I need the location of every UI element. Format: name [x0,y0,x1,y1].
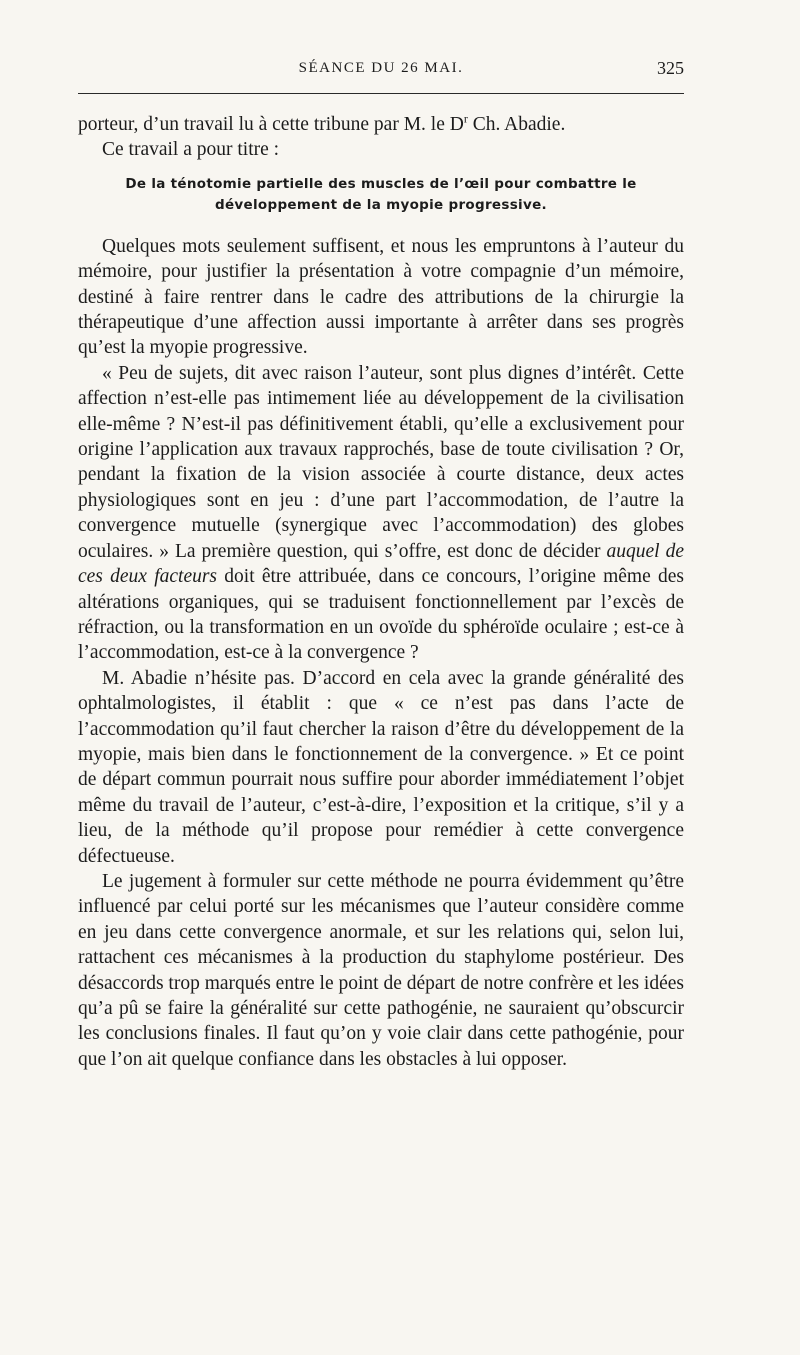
body-text [78,112,684,1072]
paragraph-2 [78,361,684,666]
running-head [78,60,684,84]
paper-title: De la ténotomie partielle des muscles de l’œil pour combattre le développement de la myopie progressive. [125,175,637,213]
paragraph-1: Quelques mots seulement suffisent, et nous les empruntons à l’auteur du mémoire, pour justifier la présentation à votre compagnie d’un mémoire, destiné à faire rentrer dans le cadre des attributions de la chirurgie la thérapeutique d’une affection aussi importante à arrêter dans ses progrès qu’est la myopie progressive. [78,235,684,359]
paragraph-4: Le jugement à formuler sur cette méthode ne pourra évidemment qu’être influencé par celui porté sur les mécanismes que l’auteur considère comme en jeu dans cette convergence anormale, et sur les relations qui, selon lui, rattachent ces mécanismes à la production du staphylome postérieur. Des désaccords trop marqués entre le point de départ de notre confrère et les idées qu’a pû se faire la généralité sur cette pathogénie, ne sauraient qu’obscurcir les conclusions finales. Il faut qu’on y voie clair dans cette pathogénie, pour que l’on ait quelque confiance dans les obstacles à lui opposer. [78,870,684,1070]
paragraph-2-text-b: doit être attribuée, dans ce concours, l’origine même des altérations organiques, qui se traduisent fonctionnellement par l’excès de réfraction, ou la transformation en un ovoïde du sphéroïde oculaire ; est-ce à l’accommodation, est-ce à la convergence ? [78,566,684,664]
page-number: 325 [657,58,684,78]
running-title: SÉANCE DU 26 MAI. [298,60,464,76]
paragraph-3: M. Abadie n’hésite pas. D’accord en cela avec la grande généralité des ophtalmologistes, il établit : que « ce n’est pas dans l’acte de l’accommodation qu’il faut chercher la raison d’être du développement de la myopie, mais bien dans le fonctionnement de la convergence. » Et ce point de départ commun pourrait nous suffire pour aborder immédiatement l’objet même du travail de l’auteur, c’est-à-dire, l’exposition et la critique, s’il y a lieu, de la méthode qu’il propose pour remédier à cette convergence défectueuse. [78,667,684,867]
title-intro-line: Ce travail a pour titre : [102,139,280,161]
paragraph-2-emphasis: auquel de ces deux facteurs [78,540,684,588]
opening-text-end: Ch. Abadie. [467,114,566,135]
doctor-abbrev-sup: r [463,111,468,126]
opening-line [78,112,684,137]
paragraph-2-text-a: « Peu de sujets, dit avec raison l’auteur, sont plus dignes d’intérêt. Cette affection n’est-elle pas intimement liée au développement de la civilisation elle-même ? N’est-il pas définitivement établi, qu’elle a exclusivement pour origine l’application aux travaux rapprochés, base de toute civilisation ? Or, pendant la fixation de la vision associée à courte distance, deux actes physiologiques sont en jeu : d’une part l’accommodation, de l’autre la convergence mutuelle (synergique avec l’accommodation) des globes oculaires. » La première question, qui s’offre, est donc de décider [78,362,684,562]
header-rule [78,93,684,94]
opening-text: porteur, d’un travail lu à cette tribune par M. le D [78,114,464,135]
